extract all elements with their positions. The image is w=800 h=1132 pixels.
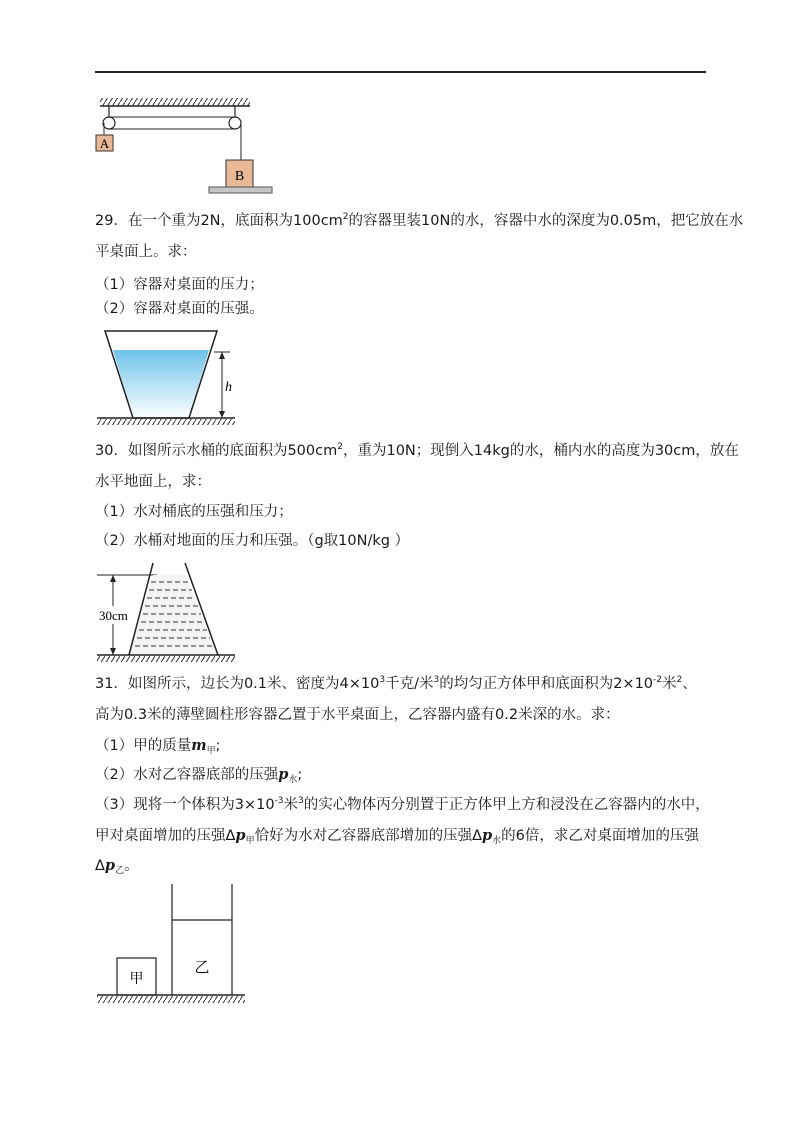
label-jia: 甲	[129, 971, 144, 987]
q30-item2: （2）水桶对地面的压力和压强。（g取10N/kg ）	[95, 533, 410, 549]
q31-item2: （2）水对乙容器底部的压强$p_水$;	[95, 766, 303, 785]
q31-line2: 高为0.3米的薄壁圆柱形容器乙置于水平桌面上，乙容器内盛有0.2米深的水。求：	[95, 707, 620, 723]
q31-item1: （1）甲的质量$m_甲$;	[95, 737, 221, 756]
q31-line1: 31．如图所示，边长为0.1米、密度为$4\times 10^3$千克/米$^3$的均匀正方体甲和底面积为$2\times 10^{-2}$米$^2$、	[95, 675, 697, 692]
label-a: A	[99, 136, 110, 151]
label-yi: 乙	[194, 958, 210, 976]
platform	[209, 187, 272, 193]
cube-container-figure	[95, 880, 255, 1008]
label-h: h	[225, 380, 232, 395]
q29-line1: 29．在一个重为2N，底面积为$100cm^2$的容器里装10N的水，容器中水的深度为0.05m，把它放在水	[95, 212, 744, 229]
water	[113, 350, 209, 418]
bucket-water	[129, 575, 218, 655]
pulley-figure	[95, 94, 285, 194]
q30-line1: 30．如图所示水桶的底面积为$500cm^2$，重为10N；现倒入14kg的水，桶内水的高度为30cm，放在	[95, 442, 739, 459]
header-rule	[95, 71, 706, 73]
q29-item1: （1）容器对桌面的压力；	[95, 277, 264, 293]
q30-line2: 水平地面上，求：	[95, 474, 211, 490]
ceiling	[100, 98, 250, 106]
label-b: B	[234, 169, 245, 184]
q31-line5: 甲对桌面增加的压强$\Delta p_甲$恰好为水对乙容器底部增加的压强$\Delta p_水$的6倍，求乙对桌面增加的压强	[95, 827, 699, 846]
left-pulley	[103, 117, 115, 129]
q29-line2: 平桌面上。求：	[95, 244, 197, 260]
right-pulley	[229, 117, 241, 129]
label-30cm: 30cm	[99, 608, 128, 623]
q30-item1: （1）水对桶底的压强和压力；	[95, 504, 293, 520]
q31-line6: $\Delta p_乙$。	[95, 857, 139, 876]
container-figure	[95, 325, 255, 425]
q31-item3: （3）现将一个体积为$3\times 10^{-3}$米$^3$的实心物体丙分别置于正方体甲上方和浸没在乙容器内的水中，	[95, 796, 710, 813]
q29-item2: （2）容器对桌面的压强。	[95, 301, 264, 317]
bucket-figure	[95, 560, 245, 664]
